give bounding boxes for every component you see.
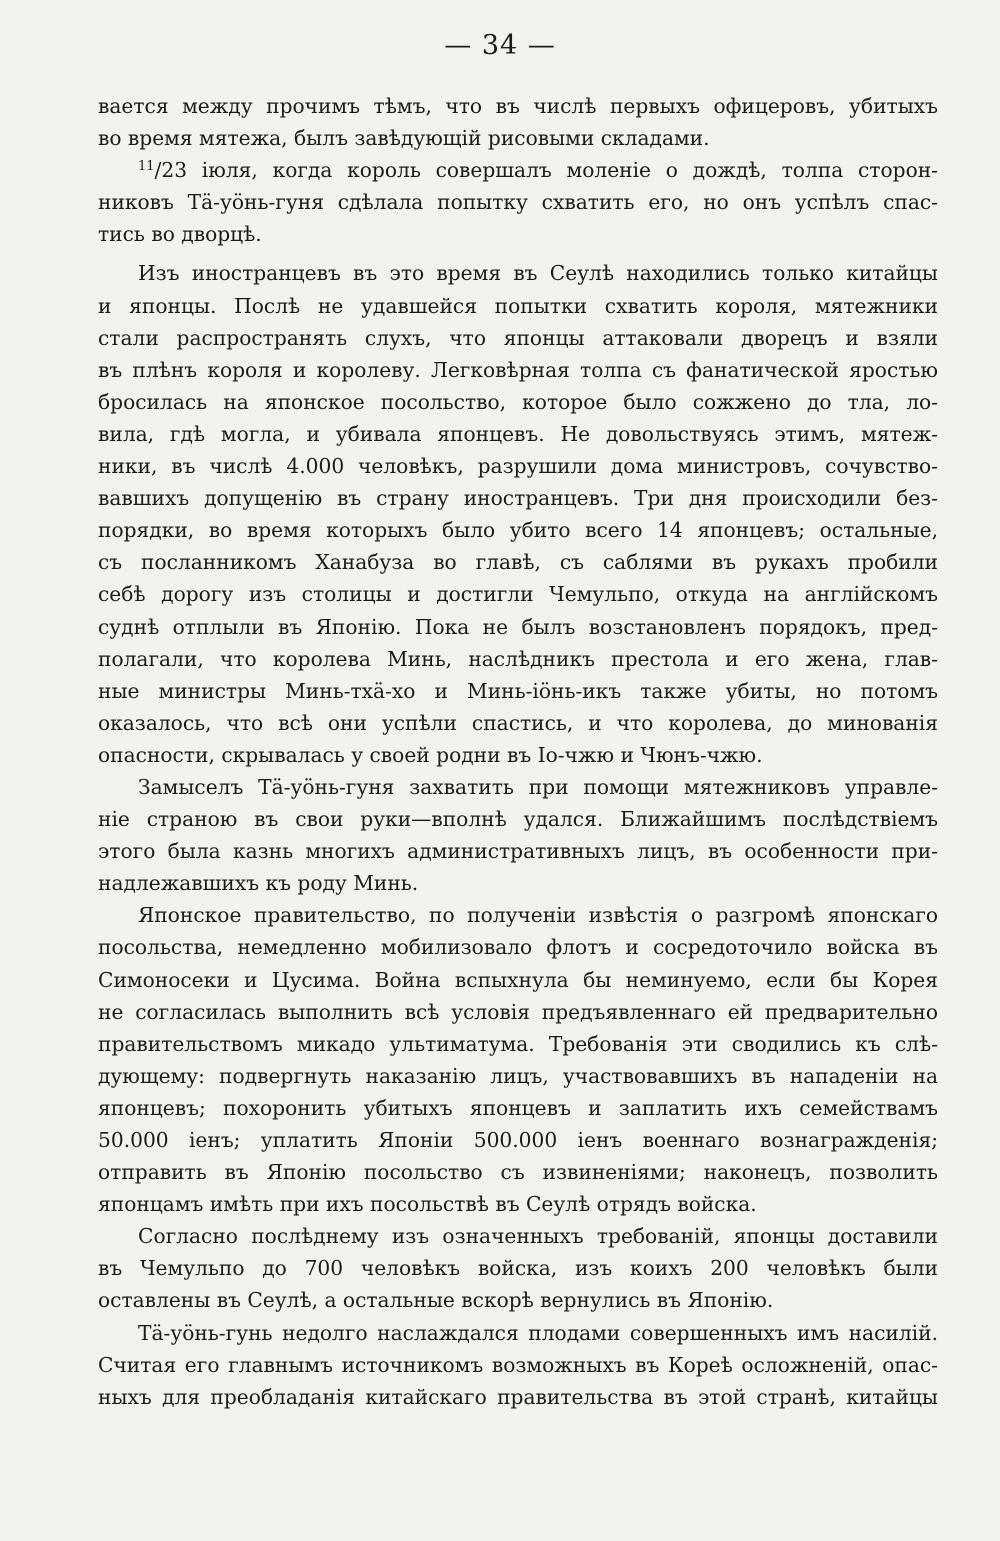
text-line	[98, 739, 938, 771]
text-line	[98, 1220, 938, 1252]
page-number: — 34 —	[444, 30, 556, 61]
line-text: въ плѣнъ короля и королеву. Легковѣрная толпа съ фанатической яростью	[98, 357, 938, 382]
date-superscript: 11	[138, 159, 155, 175]
text-line	[98, 1381, 938, 1413]
text-line	[98, 1156, 938, 1188]
line-text: правительствомъ микадо ультиматума. Требованія эти сводились къ слѣ-	[98, 1031, 938, 1056]
line-text: японцевъ; похоронить убитыхъ японцевъ и заплатить ихъ семействамъ	[98, 1095, 938, 1120]
text-line	[98, 482, 938, 514]
line-text: никовъ Тä-уöнь-гуня сдѣлала попытку схватить его, но онъ успѣлъ спас-	[98, 190, 938, 215]
text-line	[98, 675, 938, 707]
line-text: Японское правительство, по полученіи извѣстія о разгромѣ японскаго	[138, 903, 938, 928]
line-text: не согласилась выполнить всѣ условія предъявленнаго ей предварительно	[98, 999, 938, 1024]
line-text: Симоносеки и Цусима. Война вспыхнула бы неминуемо, если бы Корея	[98, 967, 938, 992]
line-text: во время мятежа, былъ завѣдующій рисовыми складами.	[98, 126, 710, 151]
line-text: дующему: подвергнуть наказанію лицъ, участвовавшихъ въ нападеніи на	[98, 1063, 938, 1088]
line-text: отправить въ Японію посольство съ извиненіями; наконецъ, позволить	[98, 1160, 938, 1185]
line-text: оказалось, что всѣ они успѣли спастись, и что королева, до минованія	[98, 710, 938, 735]
line-text: /23 іюля, когда король совершалъ моленіе о дождѣ, толпа сторон-	[154, 158, 938, 183]
text-line	[98, 1060, 938, 1092]
text-line	[98, 1028, 938, 1060]
line-text: Тä-уöнь-гунь недолго наслаждался плодами совершенныхъ имъ насилій.	[138, 1320, 938, 1345]
line-text: ные министры Минь-тхä-хо и Минь-іöнь-икъ также убиты, но потомъ	[98, 678, 938, 703]
text-line	[98, 1284, 938, 1316]
text-line	[98, 186, 938, 218]
line-text: порядки, во время которыхъ было убито всего 14 японцевъ; остальные,	[98, 518, 938, 543]
text-line	[98, 218, 938, 250]
text-line	[98, 996, 938, 1028]
text-line	[98, 771, 938, 803]
line-text: оставлены въ Сеулѣ, а остальные вскорѣ вернулись въ Японію.	[98, 1288, 774, 1313]
text-line	[98, 1124, 938, 1156]
text-line	[98, 578, 938, 610]
text-line	[98, 899, 938, 931]
line-text: себѣ дорогу изъ столицы и достигли Чемульпо, откуда на англійскомъ	[98, 582, 938, 607]
text-line	[98, 322, 938, 354]
line-text: Замыселъ Тä-уöнь-гуня захватить при помощи мятежниковъ управле-	[138, 774, 938, 799]
text-line	[98, 964, 938, 996]
line-text: Согласно послѣднему изъ означенныхъ требованій, японцы доставили	[138, 1224, 938, 1249]
text-line	[98, 1092, 938, 1124]
text-line	[98, 418, 938, 450]
text-line	[98, 803, 938, 835]
line-text: Изъ иностранцевъ въ это время въ Сеулѣ находились только китайцы	[138, 261, 938, 286]
text-line	[98, 931, 938, 963]
line-text: надлежавшихъ къ роду Минь.	[98, 871, 419, 896]
text-line	[98, 835, 938, 867]
line-text: въ Чемульпо до 700 человѣкъ войска, изъ коихъ 200 человѣкъ были	[98, 1256, 938, 1281]
text-line	[98, 867, 938, 899]
line-text: вила, гдѣ могла, и убивала японцевъ. Не довольствуясь этимъ, мятеж-	[98, 421, 938, 446]
line-text: тись во дворцѣ.	[98, 222, 262, 247]
text-line	[98, 154, 938, 186]
line-text: этого была казнь многихъ административныхъ лицъ, въ особенности при-	[98, 839, 938, 864]
text-line	[98, 90, 938, 122]
line-text: Считая его главнымъ источникомъ возможныхъ въ Кореѣ осложненій, опас-	[98, 1352, 938, 1377]
line-text: стали распространять слухъ, что японцы аттаковали дворецъ и взяли	[98, 325, 938, 350]
text-line	[98, 450, 938, 482]
line-text: вается между прочимъ тѣмъ, что въ числѣ первыхъ офицеровъ, убитыхъ	[98, 94, 938, 118]
text-line	[98, 514, 938, 546]
text-line	[98, 122, 938, 154]
line-text: ныхъ для преобладанія китайскаго правительства въ этой странѣ, китайцы	[98, 1384, 938, 1409]
line-text: съ посланникомъ Ханабуза во главѣ, съ саблями въ рукахъ пробили	[98, 550, 938, 575]
line-text: ніе страною въ свои руки—вполнѣ удался. Ближайшимъ послѣдствіемъ	[98, 807, 938, 832]
text-line	[98, 257, 938, 289]
text-line	[98, 546, 938, 578]
line-text: опасности, скрывалась у своей родни въ Іо-чжю и Чюнъ-чжю.	[98, 742, 763, 767]
line-text: полагали, что королева Минь, наслѣдникъ престола и его жена, глав-	[98, 646, 938, 671]
text-line	[98, 611, 938, 643]
line-text: посольства, немедленно мобилизовало флотъ и сосредоточило войска въ	[98, 935, 938, 960]
line-text: вавшихъ допущенію въ страну иностранцевъ. Три дня происходили без-	[98, 486, 938, 511]
text-line	[98, 643, 938, 675]
text-line	[98, 386, 938, 418]
text-line	[98, 707, 938, 739]
text-line	[98, 1349, 938, 1381]
line-text: суднѣ отплыли въ Японію. Пока не былъ возстановленъ порядокъ, пред-	[98, 614, 938, 639]
line-text: бросилась на японское посольство, которое было сожжено до тла, ло-	[98, 389, 938, 414]
text-line	[98, 290, 938, 322]
body-text	[98, 90, 938, 1413]
text-line	[98, 1188, 938, 1220]
line-text: ники, въ числѣ 4.000 человѣкъ, разрушили дома министровъ, сочувство-	[98, 454, 938, 479]
text-line	[98, 354, 938, 386]
line-text: 50.000 іенъ; уплатить Японіи 500.000 іенъ военнаго вознагражденія;	[98, 1128, 938, 1152]
text-line	[98, 1317, 938, 1349]
line-text: японцамъ имѣть при ихъ посольствѣ въ Сеулѣ отрядъ войска.	[98, 1192, 757, 1217]
line-text: и японцы. Послѣ не удавшейся попытки схватить короля, мятежники	[98, 293, 938, 318]
text-line	[98, 1252, 938, 1284]
